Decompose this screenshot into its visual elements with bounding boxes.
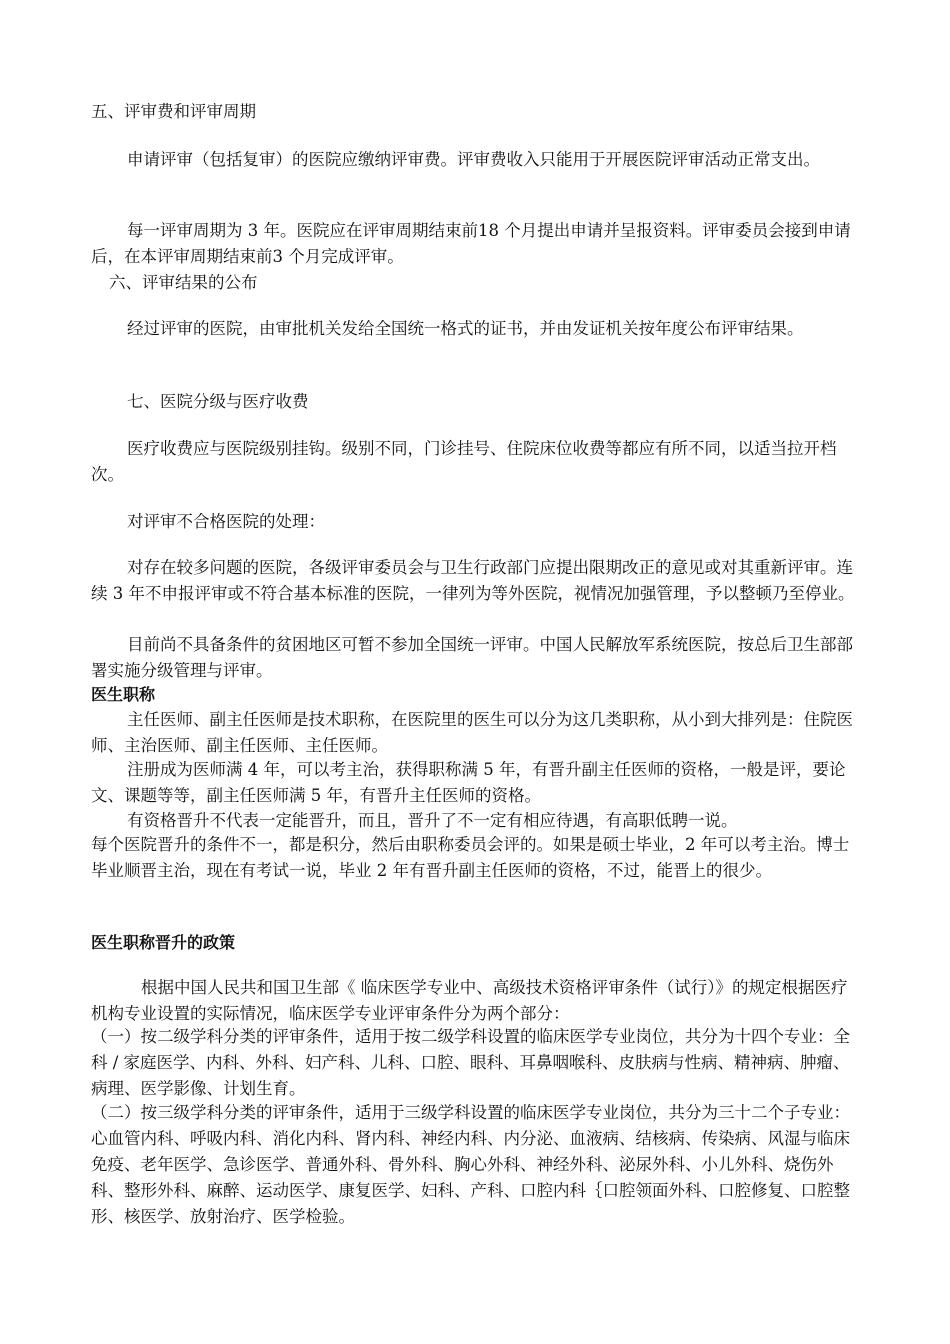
section-5-heading: 五、评审费和评审周期 [91,102,256,121]
unqualified-paragraph-2: 目前尚不具备条件的贫困地区可暂不参加全国统一评审。中国人民解放军系统医院，按总后卫生部部署实施分级管理与评审。 [91,635,853,680]
section-5-paragraph-2: 每一评审周期为 3 年。医院应在评审周期结束前18 个月提出申请并呈报资料。评审委员会接到申请后，在本评审周期结束前3 个月完成评审。 [91,221,851,266]
doctor-title-paragraph-4: 每个医院晋升的条件不一，都是积分，然后由职称委员会评的。如果是硕士毕业，2 年可以考主治。博士毕业顺晋主治，现在有考试一说，毕业 2 年有晋升副主任医师的资格，不过，能晋上的很少。 [91,835,850,880]
section-7-paragraph-1: 医疗收费应与医院级别挂钩。级别不同，门诊挂号、住院床位收费等都应有所不同，以适当拉开档次。 [91,439,837,484]
promotion-policy-paragraph-1: 根据中国人民共和国卫生部《 临床医学专业中、高级技术资格评审条件（试行）》的规定根据医疗机构专业设置的实际情况，临床医学专业评审条件分为两个部分： [91,978,848,1023]
promotion-policy-paragraph-2: （一）按二级学科分类的评审条件，适用于按二级学科设置的临床医学专业岗位，共分为十四个专业：全科 / 家庭医学、内科、外科、妇产科、儿科、口腔、眼科、耳鼻咽喉科、皮肤病与性病、精神病、肿瘤、病理、医学影像、计划生育。 [91,1027,850,1098]
unqualified-heading: 对评审不合格医院的处理： [127,512,325,531]
section-6-paragraph-1: 经过评审的医院，由审批机关发给全国统一格式的证书，并由发证机关按年度公布评审结果。 [127,319,804,338]
promotion-policy-paragraph-3: （二）按三级学科分类的评审条件，适用于三级学科设置的临床医学专业岗位，共分为三十二个子专业：心血管内科、呼吸内科、消化内科、肾内科、神经内科、内分泌、血液病、结核病、传染病、风湿与临床免疫、老年医学、急诊医学、普通外科、骨外科、胸心外科、神经外科、泌尿外科、小儿外科、烧伤外科、整形外科、麻醉、运动医学、康复医学、妇科、产科、口腔内科｛口腔领面外科、口腔修复、口腔整形、核医学、放射治疗、医学检验。 [91,1103,850,1226]
doctor-title-paragraph-1: 主任医师、副主任医师是技术职称，在医院里的医生可以分为这几类职称，从小到大排列是：住院医师、主治医师、副主任医师、主任医师。 [91,710,853,755]
section-7-heading: 七、医院分级与医疗收费 [127,392,309,411]
doctor-title-paragraph-3: 有资格晋升不代表一定能晋升，而且，晋升了不一定有相应待遇，有高职低聘一说。 [127,811,738,830]
doctor-title-paragraph-2: 注册成为医师满 4 年，可以考主治，获得职称满 5 年，有晋升副主任医师的资格，一般是评，要论文、课题等等，副主任医师满 5 年，有晋升主任医师的资格。 [91,760,846,805]
promotion-policy-heading: 医生职称晋升的政策 [91,933,236,952]
doctor-title-heading: 医生职称 [91,685,156,704]
unqualified-paragraph-1: 对存在较多问题的医院，各级评审委员会与卫生行政部门应提出限期改正的意见或对其重新评审。连续 3 年不申报评审或不符合基本标准的医院，一律列为等外医院，视情况加强管理，予以整顿乃至停业。 [91,558,855,603]
section-6-heading: 六、评审结果的公布 [109,273,258,292]
section-5-paragraph-1: 申请评审（包括复审）的医院应缴纳评审费。评审费收入只能用于开展医院评审活动正常支出。 [127,150,820,169]
